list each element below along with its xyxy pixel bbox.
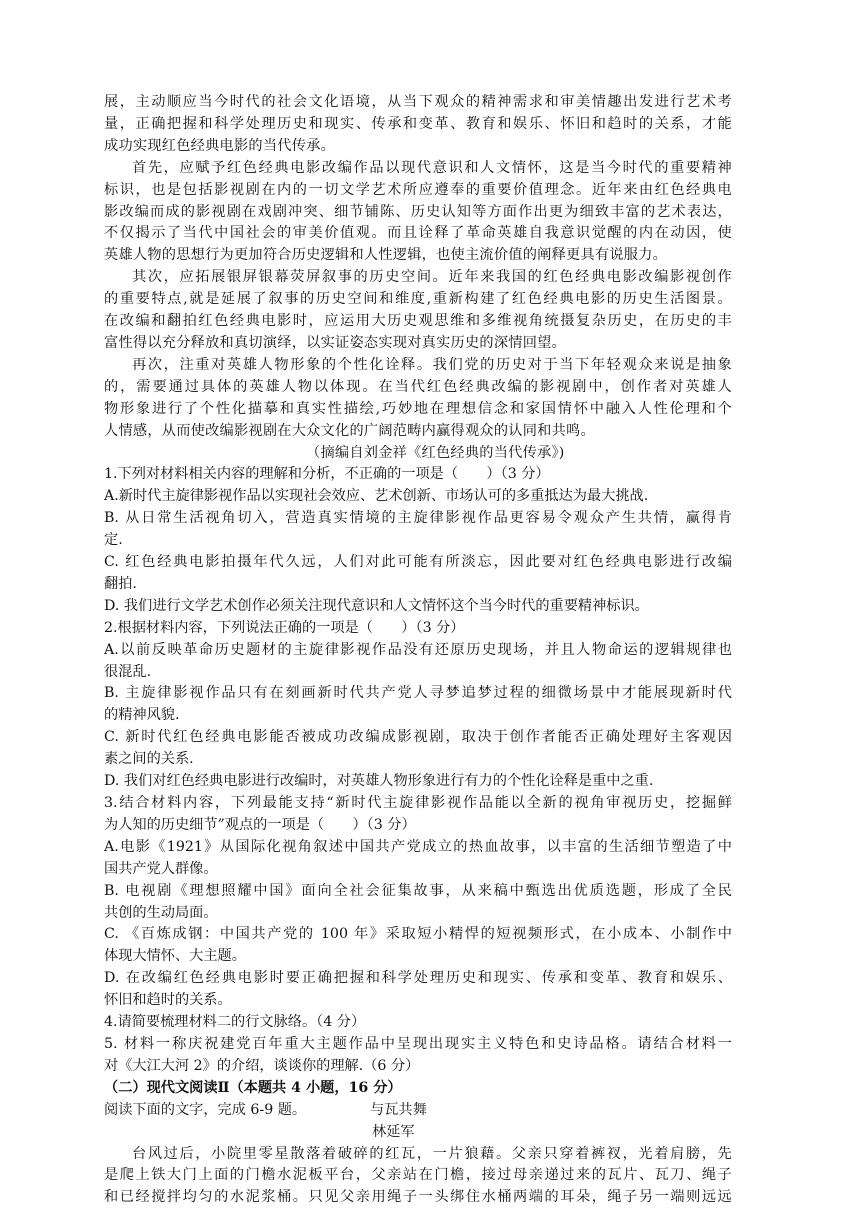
question-stem-cont: 为人知的历史细节”观点的一项是（ ）（3 分） xyxy=(104,816,416,833)
option-c: C. 新时代红色经典电影能否被成功改编成影视剧，取决于创作者能否正确处理好主客观因 xyxy=(104,729,732,746)
story-paragraph xyxy=(104,1144,732,1210)
option-b: B. 从日常生活视角切入，营造真实情境的主旋律影视作品更容易令观众产生共情，赢得肯 xyxy=(104,510,732,527)
text-line: 成功实现红色经典电影的当代传承。 xyxy=(104,137,336,154)
passage-paragraph-2 xyxy=(104,267,732,355)
text-line: 展，主动顺应当今时代的社会文化语境，从当下观众的精神需求和审美情趣出发进行艺术考 xyxy=(104,94,732,110)
option-a-cont: 很混乱. xyxy=(104,663,152,680)
option-b: B. 电视剧《理想照耀中国》面向全社会征集故事，从来稿中甄选出优质选题，形成了全民 xyxy=(104,882,732,899)
option-d: D. 我们对红色经典电影进行改编时，对英雄人物形象进行有力的个性化诠释是重中之重. xyxy=(104,773,654,790)
option-c-cont: 素之间的关系. xyxy=(104,751,194,768)
story-title: 与瓦共舞 xyxy=(370,1101,427,1118)
question-stem: 3.结合材料内容，下列最能支持“新时代主旋律影视作品能以全新的视角审视历史，挖掘鲜 xyxy=(104,795,732,811)
text-line: 标识，也是包括影视剧在内的一切文学艺术所应遵奉的重要价值理念。近年来由红色经典电 xyxy=(104,181,732,198)
text-line: 人情感，从而使改编影视剧在大众文化的广阔范畴内赢得观众的认同和共鸣。 xyxy=(104,422,595,439)
option-d: D. 在改编红色经典电影时要正确把握和科学处理历史和现实、传承和变革、教育和娱乐、 xyxy=(104,970,732,987)
question-stem: 5. 材料一称庆祝建党百年重大主题作品中呈现出现实主义特色和史诗品格。请结合材料一 xyxy=(104,1035,732,1052)
option-c: C. 《百炼成钢：中国共产党的 100 年》采取短小精悍的短视频形式，在小成本、小制作中 xyxy=(104,926,732,943)
option-c-cont: 翻拍. xyxy=(104,575,137,592)
question-stem: 1.下列对材料相关内容的理解和分析，不正确的一项是（ ）（3 分） xyxy=(104,466,550,483)
story-author: 林延军 xyxy=(372,1123,415,1140)
passage-paragraph-3 xyxy=(104,355,732,443)
text-line: 其次，应拓展银屏银幕荧屏叙事的历史空间。近年来我国的红色经典电影改编影视创作 xyxy=(132,269,732,286)
question-5 xyxy=(104,1034,732,1078)
option-c-cont: 体现大情怀、大主题。 xyxy=(104,948,246,965)
option-a-cont: 国共产党人群像。 xyxy=(104,860,218,877)
text-line: 不仅揭示了当代中国社会的审美价值观。而且诠释了革命英雄自我意识觉醒的内在动因，使 xyxy=(104,225,732,242)
text-line: 和已经搅拌均匀的水泥浆桶。只见父亲用绳子一头绑住水桶两端的耳朵，绳子另一端则远远 xyxy=(104,1189,732,1206)
exam-page xyxy=(104,92,732,1209)
text-line: 影改编而成的影视剧在戏剧冲突、细节铺陈、历史认知等方面作出更为细致丰富的艺术表达， xyxy=(104,203,732,220)
question-3 xyxy=(104,793,732,1012)
question-4: 4.请简要梳理材料二的行文脉络。（4 分） xyxy=(104,1014,366,1031)
option-b-cont: 共创的生动局面。 xyxy=(104,904,218,921)
section-heading: （二）现代文阅读Ⅱ（本题共 4 小题，16 分） xyxy=(104,1079,402,1096)
section-instruction-row xyxy=(104,1100,732,1122)
question-1 xyxy=(104,464,732,617)
text-line: 是爬上铁大门上面的门檐水泥板平台，父亲站在门檐，接过母亲递过来的瓦片、瓦刀、绳子 xyxy=(104,1167,732,1184)
question-stem-cont: 对《大江大河 2》的介绍，谈谈你的理解.（6 分） xyxy=(104,1057,420,1074)
option-b-cont: 定. xyxy=(104,532,123,549)
text-line: 首先，应赋予红色经典电影改编作品以现代意识和人文情怀，这是当今时代的重要精神 xyxy=(132,159,732,176)
text-line: 英雄人物的思想行为更加符合历史逻辑和人性逻辑，也使主流价值的阐释更具有说服力。 xyxy=(104,247,668,264)
option-a: A.以前反映革命历史题材的主旋律影视作品没有还原历史现场，并且人物命运的逻辑规律也 xyxy=(104,641,732,658)
option-b: B. 主旋律影视作品只有在刻画新时代共产党人寻梦追梦过程的细微场景中才能展现新时代 xyxy=(104,685,732,702)
text-line: 量，正确把握和科学处理历史和现实、传承和变革、教育和娱乐、怀旧和趋时的关系，才能 xyxy=(104,115,732,132)
question-2 xyxy=(104,618,732,793)
option-d: D. 我们进行文学艺术创作必须关注现代意识和人文情怀这个当今时代的重要精神标识。 xyxy=(104,597,649,614)
text-line: 再次，注重对英雄人物形象的个性化诠释。我们党的历史对于当下年轻观众来说是抽象 xyxy=(132,356,732,373)
option-b-cont: 的精神风貌. xyxy=(104,707,180,724)
option-a: A.电影《1921》从国际化视角叙述中国共产党成立的热血故事，以丰富的生活细节塑造了中 xyxy=(104,838,732,855)
text-line: 的，需要通过具体的英雄人物以体现。在当代红色经典改编的影视剧中，创作者对英雄人 xyxy=(104,378,732,395)
question-stem: 2.根据材料内容，下列说法正确的一项是（ ）（3 分） xyxy=(104,619,465,636)
section-instruction: 阅读下面的文字，完成 6-9 题。 xyxy=(104,1101,307,1118)
passage-intro-end xyxy=(104,92,732,158)
text-line: 物形象进行了个性化描摹和真实性描绘,巧妙地在理想信念和家国情怀中融入人性伦理和个 xyxy=(104,400,732,417)
text-line: 的重要特点,就是延展了叙事的历史空间和维度,重新构建了红色经典电影的历史生活图景。 xyxy=(104,291,732,308)
option-d-cont: 怀旧和趋时的关系。 xyxy=(104,992,232,1009)
text-line: 台风过后，小院里零星散落着破碎的红瓦，一片狼藉。父亲只穿着裤衩，光着肩膀，先 xyxy=(132,1145,732,1162)
text-line: 在改编和翻拍红色经典电影时，应运用大历史观思维和多维视角统摄复杂历史，在历史的丰 xyxy=(104,313,732,330)
text-line: 富性得以充分释放和真切演绎，以实证姿态实现对真实历史的深情回望。 xyxy=(104,334,567,351)
passage-source: （摘编自刘金祥《红色经典的当代传承》) xyxy=(306,444,565,461)
passage-paragraph-1 xyxy=(104,158,732,268)
option-c: C. 红色经典电影拍摄年代久远，人们对此可能有所淡忘，因此要对红色经典电影进行改编 xyxy=(104,554,732,571)
option-a: A.新时代主旋律影视作品以实现社会效应、艺术创新、市场认可的多重抵达为最大挑战. xyxy=(104,488,649,505)
